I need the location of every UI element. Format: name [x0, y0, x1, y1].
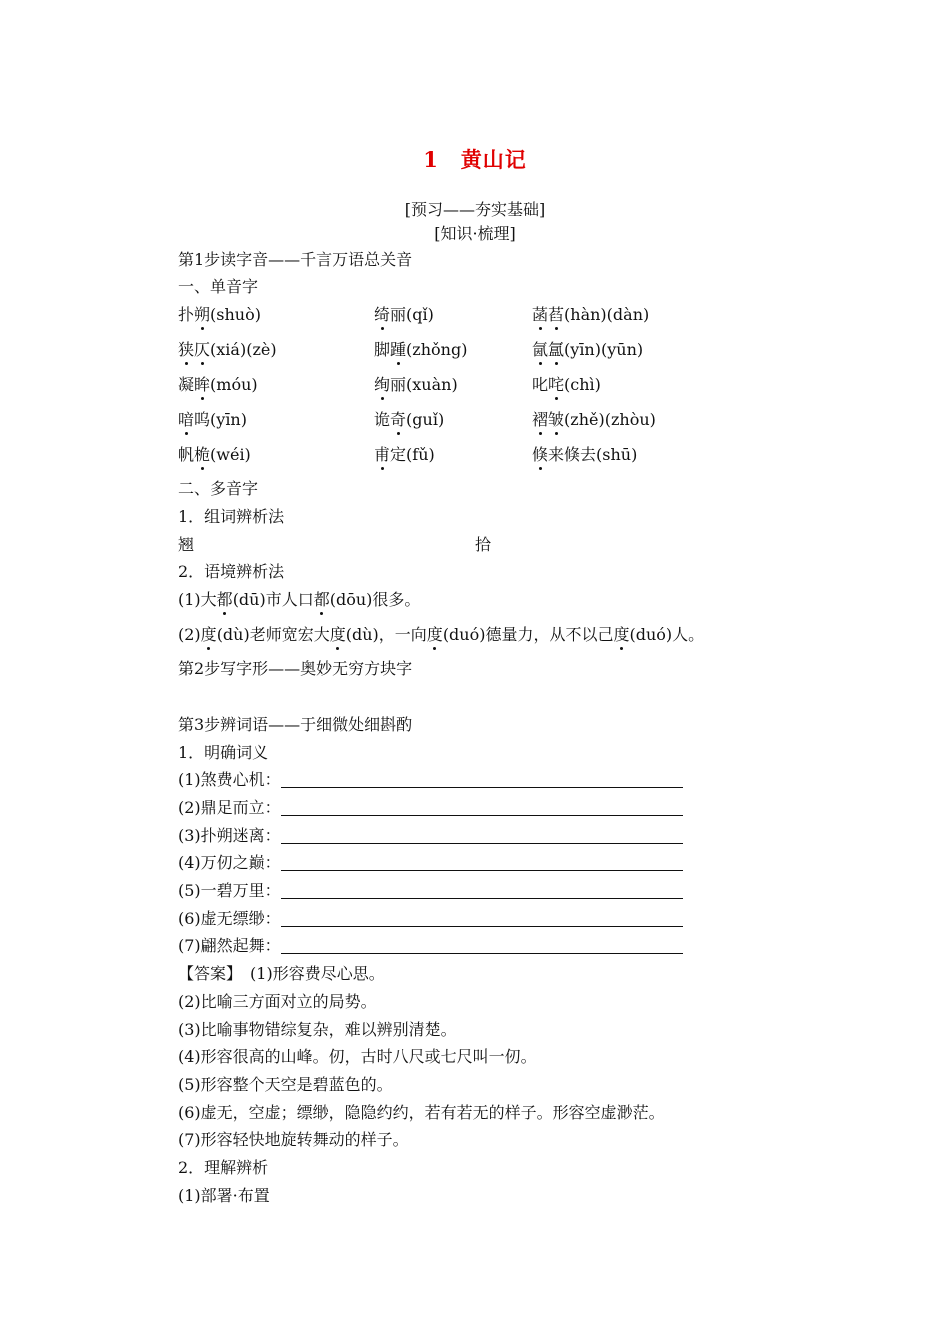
pinyin-item: 褶皱(zhě)(zhòu) [532, 410, 656, 429]
step3-sub1: 1．明确词义 [178, 743, 269, 762]
answer-blank[interactable] [281, 799, 683, 816]
term-row: (6)虚无缥缈： [178, 909, 683, 929]
answer-blank[interactable] [281, 910, 683, 927]
step2-heading: 第2步写字形——奥妙无穷方块字 [178, 659, 413, 678]
term-row: (2)鼎足而立： [178, 798, 683, 818]
multi-char-heading: 二、多音字 [178, 479, 259, 498]
method1-char-right: 拾 [475, 535, 492, 554]
pinyin-item: 诡奇(guǐ) [374, 410, 445, 429]
step3-heading: 第3步辨词语——于细微处细斟酌 [178, 715, 413, 734]
term-row: (7)翩然起舞： [178, 936, 683, 956]
pinyin-item: 凝眸(móu) [178, 375, 258, 394]
answer-label: 【答案】 [178, 964, 235, 983]
answer-blank[interactable] [281, 854, 683, 871]
answer-line: (4)形容很高的山峰。仞，古时八尺或七尺叫一仞。 [178, 1047, 537, 1066]
pinyin-item: 菡萏(hàn)(dàn) [532, 305, 650, 324]
term-row: (3)扑朔迷离： [178, 826, 683, 846]
answer-line: (6)虚无，空虚；缥缈，隐隐约约，若有若无的样子。形容空虚渺茫。 [178, 1103, 665, 1122]
term-pair: (1)部署·布置 [178, 1186, 270, 1205]
pinyin-item: 甫定(fǔ) [374, 445, 435, 464]
pinyin-item: 帆桅(wéi) [178, 445, 251, 464]
pinyin-item: 扑朔(shuò) [178, 305, 261, 324]
answer-line: (3)比喻事物错综复杂，难以辨别清楚。 [178, 1020, 457, 1039]
answer-blank[interactable] [281, 882, 683, 899]
answer-blank[interactable] [281, 827, 683, 844]
pinyin-item: 绚丽(xuàn) [374, 375, 458, 394]
context-sentence-2: (2)度(dù)老师宽宏大度(dù)，一向度(duó)德量力，从不以己度(duó)人。 [178, 625, 705, 644]
answer-blank[interactable] [281, 771, 683, 788]
pinyin-item: 倏来倏去(shū) [532, 445, 638, 464]
section-knowledge-heading: [知识·梳理] [434, 224, 516, 243]
pinyin-item: 叱咤(chì) [532, 375, 601, 394]
single-char-heading: 一、单音字 [178, 277, 259, 296]
answer-line: 【答案】 (1)形容费尽心思。 [178, 964, 385, 983]
term-row: (1)煞费心机： [178, 770, 683, 790]
pinyin-item: 狭仄(xiá)(zè) [178, 340, 277, 359]
step3-sub2: 2．理解辨析 [178, 1158, 269, 1177]
answer-line: (2)比喻三方面对立的局势。 [178, 992, 377, 1011]
page-title: 1 黄山记 [423, 147, 527, 172]
answer-line: (7)形容轻快地旋转舞动的样子。 [178, 1130, 409, 1149]
answer-line: (5)形容整个天空是碧蓝色的。 [178, 1075, 393, 1094]
pinyin-item: 绮丽(qǐ) [374, 305, 434, 324]
term-row: (5)一碧万里： [178, 881, 683, 901]
method2-heading: 2．语境辨析法 [178, 562, 285, 581]
term-row: (4)万仞之巅： [178, 853, 683, 873]
method1-heading: 1．组词辨析法 [178, 507, 285, 526]
pinyin-item: 脚踵(zhǒng) [374, 340, 468, 359]
answer-blank[interactable] [281, 937, 683, 954]
step1-heading: 第1步读字音——千言万语总关音 [178, 250, 413, 269]
method1-char-left: 翘 [178, 535, 195, 554]
pinyin-item: 喑呜(yīn) [178, 410, 247, 429]
section-preview-heading: [预习——夯实基础] [404, 200, 546, 219]
pinyin-item: 氤氲(yīn)(yūn) [532, 340, 644, 359]
context-sentence-1: (1)大都(dū)市人口都(dōu)很多。 [178, 590, 421, 609]
